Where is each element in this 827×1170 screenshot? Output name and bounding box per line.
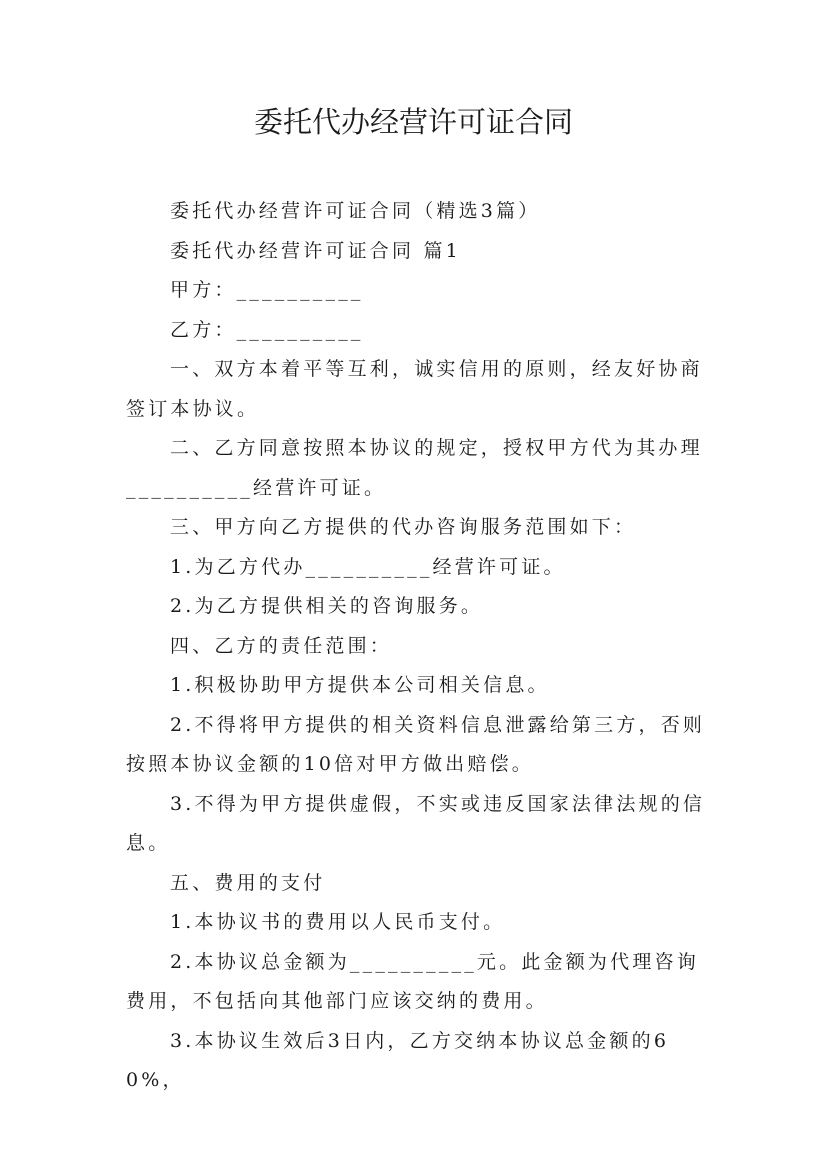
paragraph-clause-5-item-3: 3.本协议生效后3日内，乙方交纳本协议总金额的60%， — [126, 1029, 670, 1091]
paragraph-clause-4-item-2: 2.不得将甲方提供的相关资料信息泄露给第三方，否则按照本协议金额的10倍对甲方做出赔偿。 — [126, 713, 706, 775]
paragraph-clause-5-item-2: 2.本协议总金额为__________元。此金额为代理咨询费用，不包括向其他部门应该交纳的费用。 — [126, 950, 699, 1012]
paragraph-clause-3: 三、甲方向乙方提供的代办咨询服务范围如下： — [170, 516, 637, 538]
paragraph-clause-5: 五、费用的支付 — [170, 871, 326, 894]
paragraph-clause-1: 一、双方本着平等互利，诚实信用的原则，经友好协商签订本协议。 — [126, 358, 703, 420]
paragraph-clause-5-item-1: 1.本协议书的费用以人民币支付。 — [170, 911, 506, 933]
paragraph-clause-3-item-2: 2.为乙方提供相关的咨询服务。 — [170, 595, 484, 617]
paragraph-subtitle: 委托代办经营许可证合同（精选3篇） — [170, 200, 541, 222]
paragraph-party-b: 乙方：__________ — [170, 318, 364, 341]
document-body — [126, 192, 706, 1101]
paragraph-clause-2: 二、乙方同意按照本协议的规定，授权甲方代为其办理__________经营许可证。 — [126, 437, 703, 499]
document-title: 委托代办经营许可证合同 — [253, 105, 573, 139]
paragraph-clause-3-item-1: 1.为乙方代办__________经营许可证。 — [170, 555, 566, 578]
paragraph-section-heading: 委托代办经营许可证合同 篇1 — [170, 239, 461, 262]
paragraph-clause-4-item-1: 1.积极协助甲方提供本公司相关信息。 — [170, 674, 550, 696]
paragraph-clause-4-item-3: 3.不得为甲方提供虚假，不实或违反国家法律法规的信息。 — [126, 792, 706, 854]
paragraph-clause-4: 四、乙方的责任范围： — [170, 634, 393, 657]
paragraph-party-a: 甲方：__________ — [170, 279, 364, 301]
